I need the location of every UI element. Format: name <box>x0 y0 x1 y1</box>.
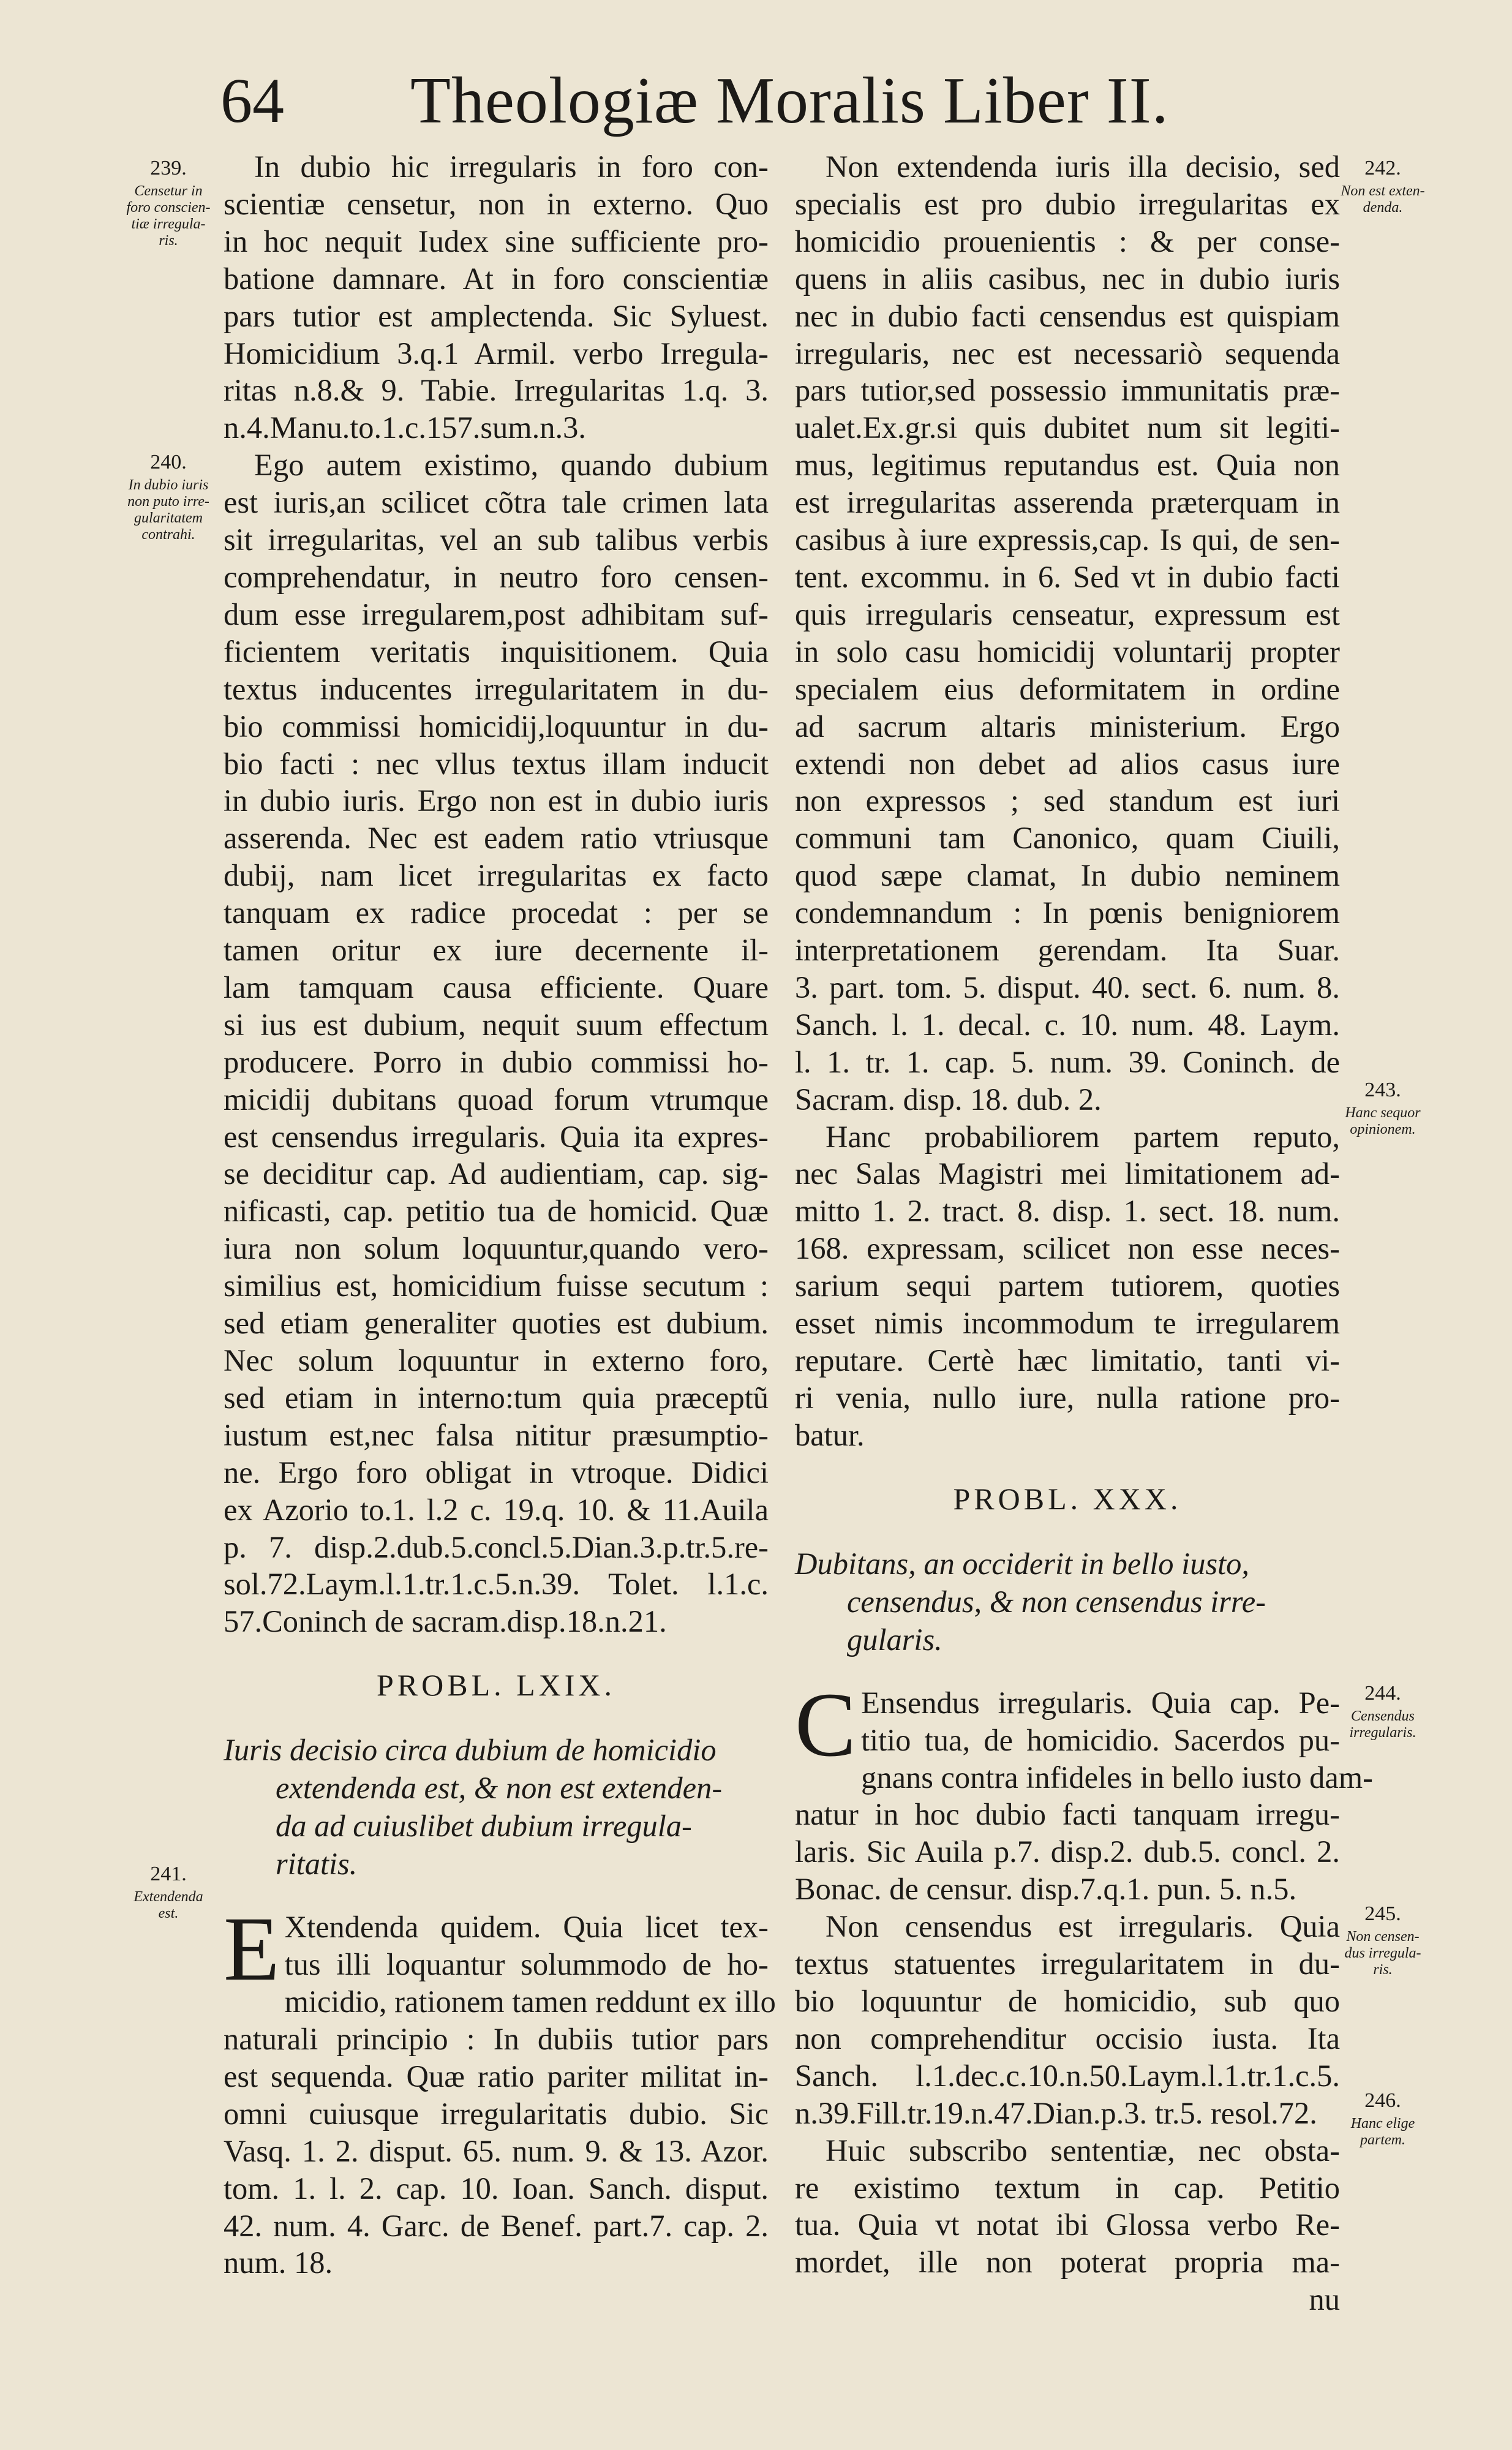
text-line: re existimo textum in cap. Petitio <box>795 2170 1340 2205</box>
note-gloss-line: est. <box>158 1905 179 1921</box>
paragraph-241 <box>224 1898 776 2282</box>
text-line: asserenda. Nec est eadem ratio vtriusque <box>224 821 769 856</box>
text-line: ex Azorio to.1. l.2 c. 19.q. 10. & 11.Auila <box>224 1492 769 1527</box>
text-line: condemnandum : In pœnis benigniorem <box>795 895 1340 930</box>
text-line: non expressos ; sed standum est iuri <box>795 783 1340 818</box>
text-line: bio loquuntur de homicidio, sub quo <box>795 1983 1340 2018</box>
margin-note-245 <box>1322 1902 1444 1978</box>
text-line: homicidio prouenientis : & per conse- <box>795 224 1340 258</box>
text-line: p. 7. disp.2.dub.5.concl.5.Dian.3.p.tr.5.re- <box>224 1529 769 1564</box>
note-gloss-line: Hanc sequor <box>1345 1105 1421 1121</box>
text-line: specialis est pro dubio irregularitas ex <box>795 186 1340 221</box>
text-line: interpretationem gerendam. Ita Suar. <box>795 933 1340 968</box>
text-line: Huic subscribo sententiæ, nec obsta- <box>826 2133 1340 2168</box>
text-line: producere. Porro in dubio commissi ho- <box>224 1044 769 1079</box>
statement-line: censendus, & non censendus irre- <box>847 1584 1266 1619</box>
text-line: bio commissi homicidij,loquuntur in du- <box>224 709 769 744</box>
text-line: ne. Ergo foro obligat in vtroque. Didici <box>224 1455 769 1490</box>
text-line: in solo casu homicidij voluntarij propter <box>795 634 1340 669</box>
text-line: dubij, nam licet irregularitas ex facto <box>224 858 769 893</box>
text-line: tamen oritur ex iure decernente il- <box>224 933 769 968</box>
text-line: est iuris,an scilicet cõtra tale crimen lata <box>224 485 769 520</box>
text-line: n.4.Manu.to.1.c.157.sum.n.3. <box>224 410 586 445</box>
margin-note-239 <box>119 156 217 249</box>
text-line: mus, legitimus reputandus est. Quia non <box>795 448 1340 483</box>
right-column <box>795 148 1373 2318</box>
note-number: 244. <box>1364 1682 1401 1705</box>
text-line: est sequenda. Quæ ratio pariter militat in- <box>224 2059 769 2094</box>
text-line: est irregularitas asserenda præterquam in <box>795 485 1340 520</box>
text-line: pars tutior,sed possessio immunitatis præ- <box>795 373 1340 408</box>
text-line: num. 18. <box>224 2245 333 2280</box>
text-line: irregularis, nec est necessariò sequenda <box>795 336 1340 371</box>
note-gloss-line: ris. <box>1373 1962 1393 1978</box>
note-gloss-line: Censendus <box>1351 1708 1415 1724</box>
text-line: Xtendenda quidem. Quia licet tex- <box>284 1910 769 1945</box>
text-line: nec Salas Magistri mei limitationem ad- <box>795 1156 1340 1191</box>
text-line: iustum est,nec falsa nititur præsumptio- <box>224 1417 769 1452</box>
text-line: micidio, rationem tamen reddunt ex illo <box>284 1985 776 2019</box>
text-line: 3. part. tom. 5. disput. 40. sect. 6. num. 8. <box>795 970 1340 1005</box>
text-line: tua. Quia vt notat ibi Glossa verbo Re- <box>795 2207 1340 2242</box>
note-gloss-line: denda. <box>1363 200 1403 216</box>
note-gloss-line: In dubio iuris <box>128 477 209 493</box>
text-line: naturali principio : In dubiis tutior pars <box>224 2021 769 2056</box>
margin-note-243 <box>1322 1078 1444 1138</box>
text-line: Bonac. de censur. disp.7.q.1. pun. 5. n.5. <box>795 1872 1297 1907</box>
text-line: similius est, homicidium fuisse secutum : <box>224 1268 769 1303</box>
paragraph-245 <box>795 1908 1340 2132</box>
text-line: non comprehenditur occisio iusta. Ita <box>795 2021 1340 2056</box>
text-line: sed etiam generaliter quoties est dubium. <box>224 1306 769 1341</box>
text-line: nificasti, cap. petitio tua de homicid. Quæ <box>224 1194 769 1229</box>
text-line: Nec solum loquuntur in externo foro, <box>224 1343 769 1378</box>
note-gloss-line: Extendenda <box>134 1889 203 1905</box>
text-line: lam tamquam causa efficiente. Quare <box>224 970 769 1005</box>
text-line: gnans contra infideles in bello iusto dam- <box>861 1760 1373 1795</box>
note-number: 242. <box>1364 157 1401 179</box>
paragraph-240 <box>224 447 769 1640</box>
statement-line: Dubitans, an occiderit in bello iusto, <box>795 1546 1250 1581</box>
text-line: dum esse irregularem,post adhibitam suf- <box>224 597 769 631</box>
text-line: tus illi loquantur solummodo de ho- <box>284 1947 769 1982</box>
note-gloss-line: irregularis. <box>1349 1725 1416 1741</box>
text-line: Sacram. disp. 18. dub. 2. <box>795 1082 1102 1117</box>
text-line: nec in dubio facti censendus est quispiam <box>795 298 1340 333</box>
text-line: sit irregularitas, vel an sub talibus verbis <box>224 522 769 557</box>
paragraph-239 <box>224 148 769 447</box>
running-title: Theologiæ Moralis Liber II. <box>410 64 1169 137</box>
note-gloss-line: dus irregula- <box>1344 1945 1421 1961</box>
note-gloss-line: Censetur in <box>134 183 203 199</box>
note-number: 243. <box>1364 1079 1401 1101</box>
text-line: tom. 1. l. 2. cap. 10. Ioan. Sanch. disput. <box>224 2171 769 2206</box>
text-line: Homicidium 3.q.1 Armil. verbo Irregula- <box>224 336 769 371</box>
text-line: extendi non debet ad alios casus iure <box>795 746 1340 781</box>
text-line: Non censendus est irregularis. Quia <box>826 1909 1340 1944</box>
statement-line: da ad cuiuslibet dubium irregula- <box>276 1809 692 1844</box>
text-line: se deciditur cap. Ad audientiam, cap. sig- <box>224 1156 769 1191</box>
text-line: quod sæpe clamat, In dubio neminem <box>795 858 1340 893</box>
text-line: In dubio hic irregularis in foro con- <box>254 149 769 184</box>
statement-line: Iuris decisio circa dubium de homicidio <box>224 1733 717 1768</box>
note-gloss-line: opinionem. <box>1350 1121 1416 1137</box>
note-gloss-line: Non est exten- <box>1341 183 1425 199</box>
text-line: batur. <box>795 1417 865 1452</box>
text-line: bio facti : nec vllus textus illam inducit <box>224 746 769 781</box>
note-gloss-line: non puto irre- <box>127 494 209 510</box>
note-gloss-line: Non censen- <box>1346 1929 1420 1945</box>
text-line: ficientem veritatis inquisitionem. Quia <box>224 634 769 669</box>
margin-note-246 <box>1322 2089 1444 2149</box>
note-number: 240. <box>150 451 187 473</box>
text-line: esset nimis incommodum te irregularem <box>795 1306 1340 1341</box>
text-line: 168. expressam, scilicet non esse neces- <box>795 1231 1340 1266</box>
text-line: ri venia, nullo iure, nulla ratione pro- <box>795 1380 1340 1415</box>
note-number: 241. <box>150 1863 187 1885</box>
text-line: laris. Sic Auila p.7. disp.2. dub.5. concl. 2. <box>795 1834 1340 1869</box>
text-line: in dubio iuris. Ergo non est in dubio iuris <box>224 783 769 818</box>
text-line: si ius est dubium, nequit suum effectum <box>224 1007 769 1042</box>
text-line: textus inducentes irregularitatem in du- <box>224 671 769 706</box>
statement-line: gularis. <box>847 1622 942 1657</box>
text-line: l. 1. tr. 1. cap. 5. num. 39. Coninch. de <box>795 1044 1340 1079</box>
drop-cap: C <box>795 1673 857 1776</box>
text-line: Hanc probabiliorem partem reputo, <box>826 1119 1340 1154</box>
text-line: quens in aliis casibus, nec in dubio iuris <box>795 261 1340 296</box>
paragraph-243 <box>795 1118 1340 1454</box>
text-line: 57.Coninch de sacram.disp.18.n.21. <box>224 1604 667 1639</box>
text-line: n.39.Fill.tr.19.n.47.Dian.p.3. tr.5. resol.72. <box>795 2095 1317 2130</box>
note-gloss-line: gularitatem <box>134 510 203 526</box>
text-line: reputare. Certè hæc limitatio, tanti vi- <box>795 1343 1340 1378</box>
note-gloss-line: contrahi. <box>141 527 195 543</box>
text-line: sarium sequi partem tutiorem, quoties <box>795 1268 1340 1303</box>
page-number: 64 <box>220 66 284 136</box>
note-gloss-line: foro conscien- <box>126 200 211 216</box>
left-column <box>224 148 776 2282</box>
statement-line: extendenda est, & non est extenden- <box>276 1771 723 1806</box>
text-line: est censendus irregularis. Quia ita expres- <box>224 1119 769 1154</box>
margin-note-241 <box>119 1862 217 1922</box>
note-number: 239. <box>150 157 187 179</box>
margin-note-244 <box>1322 1681 1444 1741</box>
text-line: Ensendus irregularis. Quia cap. Pe- <box>861 1685 1340 1720</box>
margin-note-242 <box>1322 156 1444 216</box>
text-line: ad sacrum altaris ministerium. Ergo <box>795 709 1340 744</box>
text-line: scientiæ censetur, non in externo. Quo <box>224 186 769 221</box>
text-line: sed etiam in interno:tum quia præceptũ <box>224 1380 769 1415</box>
text-line: batione damnare. At in foro conscientiæ <box>224 261 769 296</box>
text-line: textus statuentes irregularitatem in du- <box>795 1947 1340 1981</box>
text-line: pars tutior est amplectenda. Sic Syluest. <box>224 298 769 333</box>
text-line: quis irregularis censeatur, expressum est <box>795 597 1340 631</box>
paragraph-242 <box>795 148 1340 1118</box>
note-number: 246. <box>1364 2089 1401 2112</box>
text-line: ualet.Ex.gr.si quis dubitet num sit legiti- <box>795 410 1340 445</box>
note-gloss-line: ris. <box>159 233 178 249</box>
text-line: Ego autem existimo, quando dubium <box>254 448 769 483</box>
problem-heading: PROBL. XXX. <box>953 1481 1182 1516</box>
text-line: tanquam ex radice procedat : per se <box>224 895 769 930</box>
text-line: iura non solum loquuntur,quando vero- <box>224 1231 769 1266</box>
text-line: omni cuiusque irregularitatis dubio. Sic <box>224 2096 769 2131</box>
text-line: sol.72.Laym.l.1.tr.1.c.5.n.39. Tolet. l.1.c. <box>224 1567 769 1602</box>
note-gloss-line: Hanc elige <box>1350 2116 1415 2132</box>
problem-statement <box>795 1545 1340 1659</box>
text-line: Vasq. 1. 2. disput. 65. num. 9. & 13. Azor. <box>224 2133 769 2168</box>
text-line: tent. excommu. in 6. Sed vt in dubio facti <box>795 559 1340 594</box>
text-line: mitto 1. 2. tract. 8. disp. 1. sect. 18. num. <box>795 1194 1340 1229</box>
text-line: 42. num. 4. Garc. de Benef. part.7. cap. 2. <box>224 2208 769 2243</box>
drop-cap: E <box>224 1898 280 2000</box>
problem-heading: PROBL. LXIX. <box>376 1668 616 1703</box>
text-line: natur in hoc dubio facti tanquam irregu- <box>795 1797 1340 1832</box>
text-line: Non extendenda iuris illa decisio, sed <box>826 149 1340 184</box>
page-header <box>220 61 1200 141</box>
text-line: Sanch. l.1.dec.c.10.n.50.Laym.l.1.tr.1.c.5. <box>795 2058 1340 2093</box>
text-line: casibus à iure expressis,cap. Is qui, de sen- <box>795 522 1340 557</box>
note-gloss-line: tiæ irregula- <box>131 216 206 232</box>
text-line: Sanch. l. 1. decal. c. 10. num. 48. Laym. <box>795 1007 1340 1042</box>
margin-note-240 <box>119 450 217 543</box>
paragraph-244 <box>795 1673 1373 1908</box>
text-line: micidij dubitans quoad forum vtrumque <box>224 1082 769 1117</box>
note-gloss-line: partem. <box>1360 2132 1405 2148</box>
text-line: specialem eius deformitatem in ordine <box>795 671 1340 706</box>
text-line: in hoc nequit Iudex sine sufficiente pro- <box>224 224 769 258</box>
text-line: comprehendatur, in neutro foro censen- <box>224 559 769 594</box>
problem-statement <box>224 1731 769 1883</box>
catchword: nu <box>1309 2282 1340 2317</box>
text-line: ritas n.8.& 9. Tabie. Irregularitas 1.q. 3. <box>224 373 769 408</box>
text-line: mordet, ille non poterat propria ma- <box>795 2245 1340 2280</box>
paragraph-246 <box>795 2132 1340 2319</box>
text-line: communi tam Canonico, quam Ciuili, <box>795 821 1340 856</box>
note-number: 245. <box>1364 1902 1401 1925</box>
statement-line: ritatis. <box>276 1847 358 1882</box>
text-line: titio tua, de homicidio. Sacerdos pu- <box>861 1722 1340 1757</box>
